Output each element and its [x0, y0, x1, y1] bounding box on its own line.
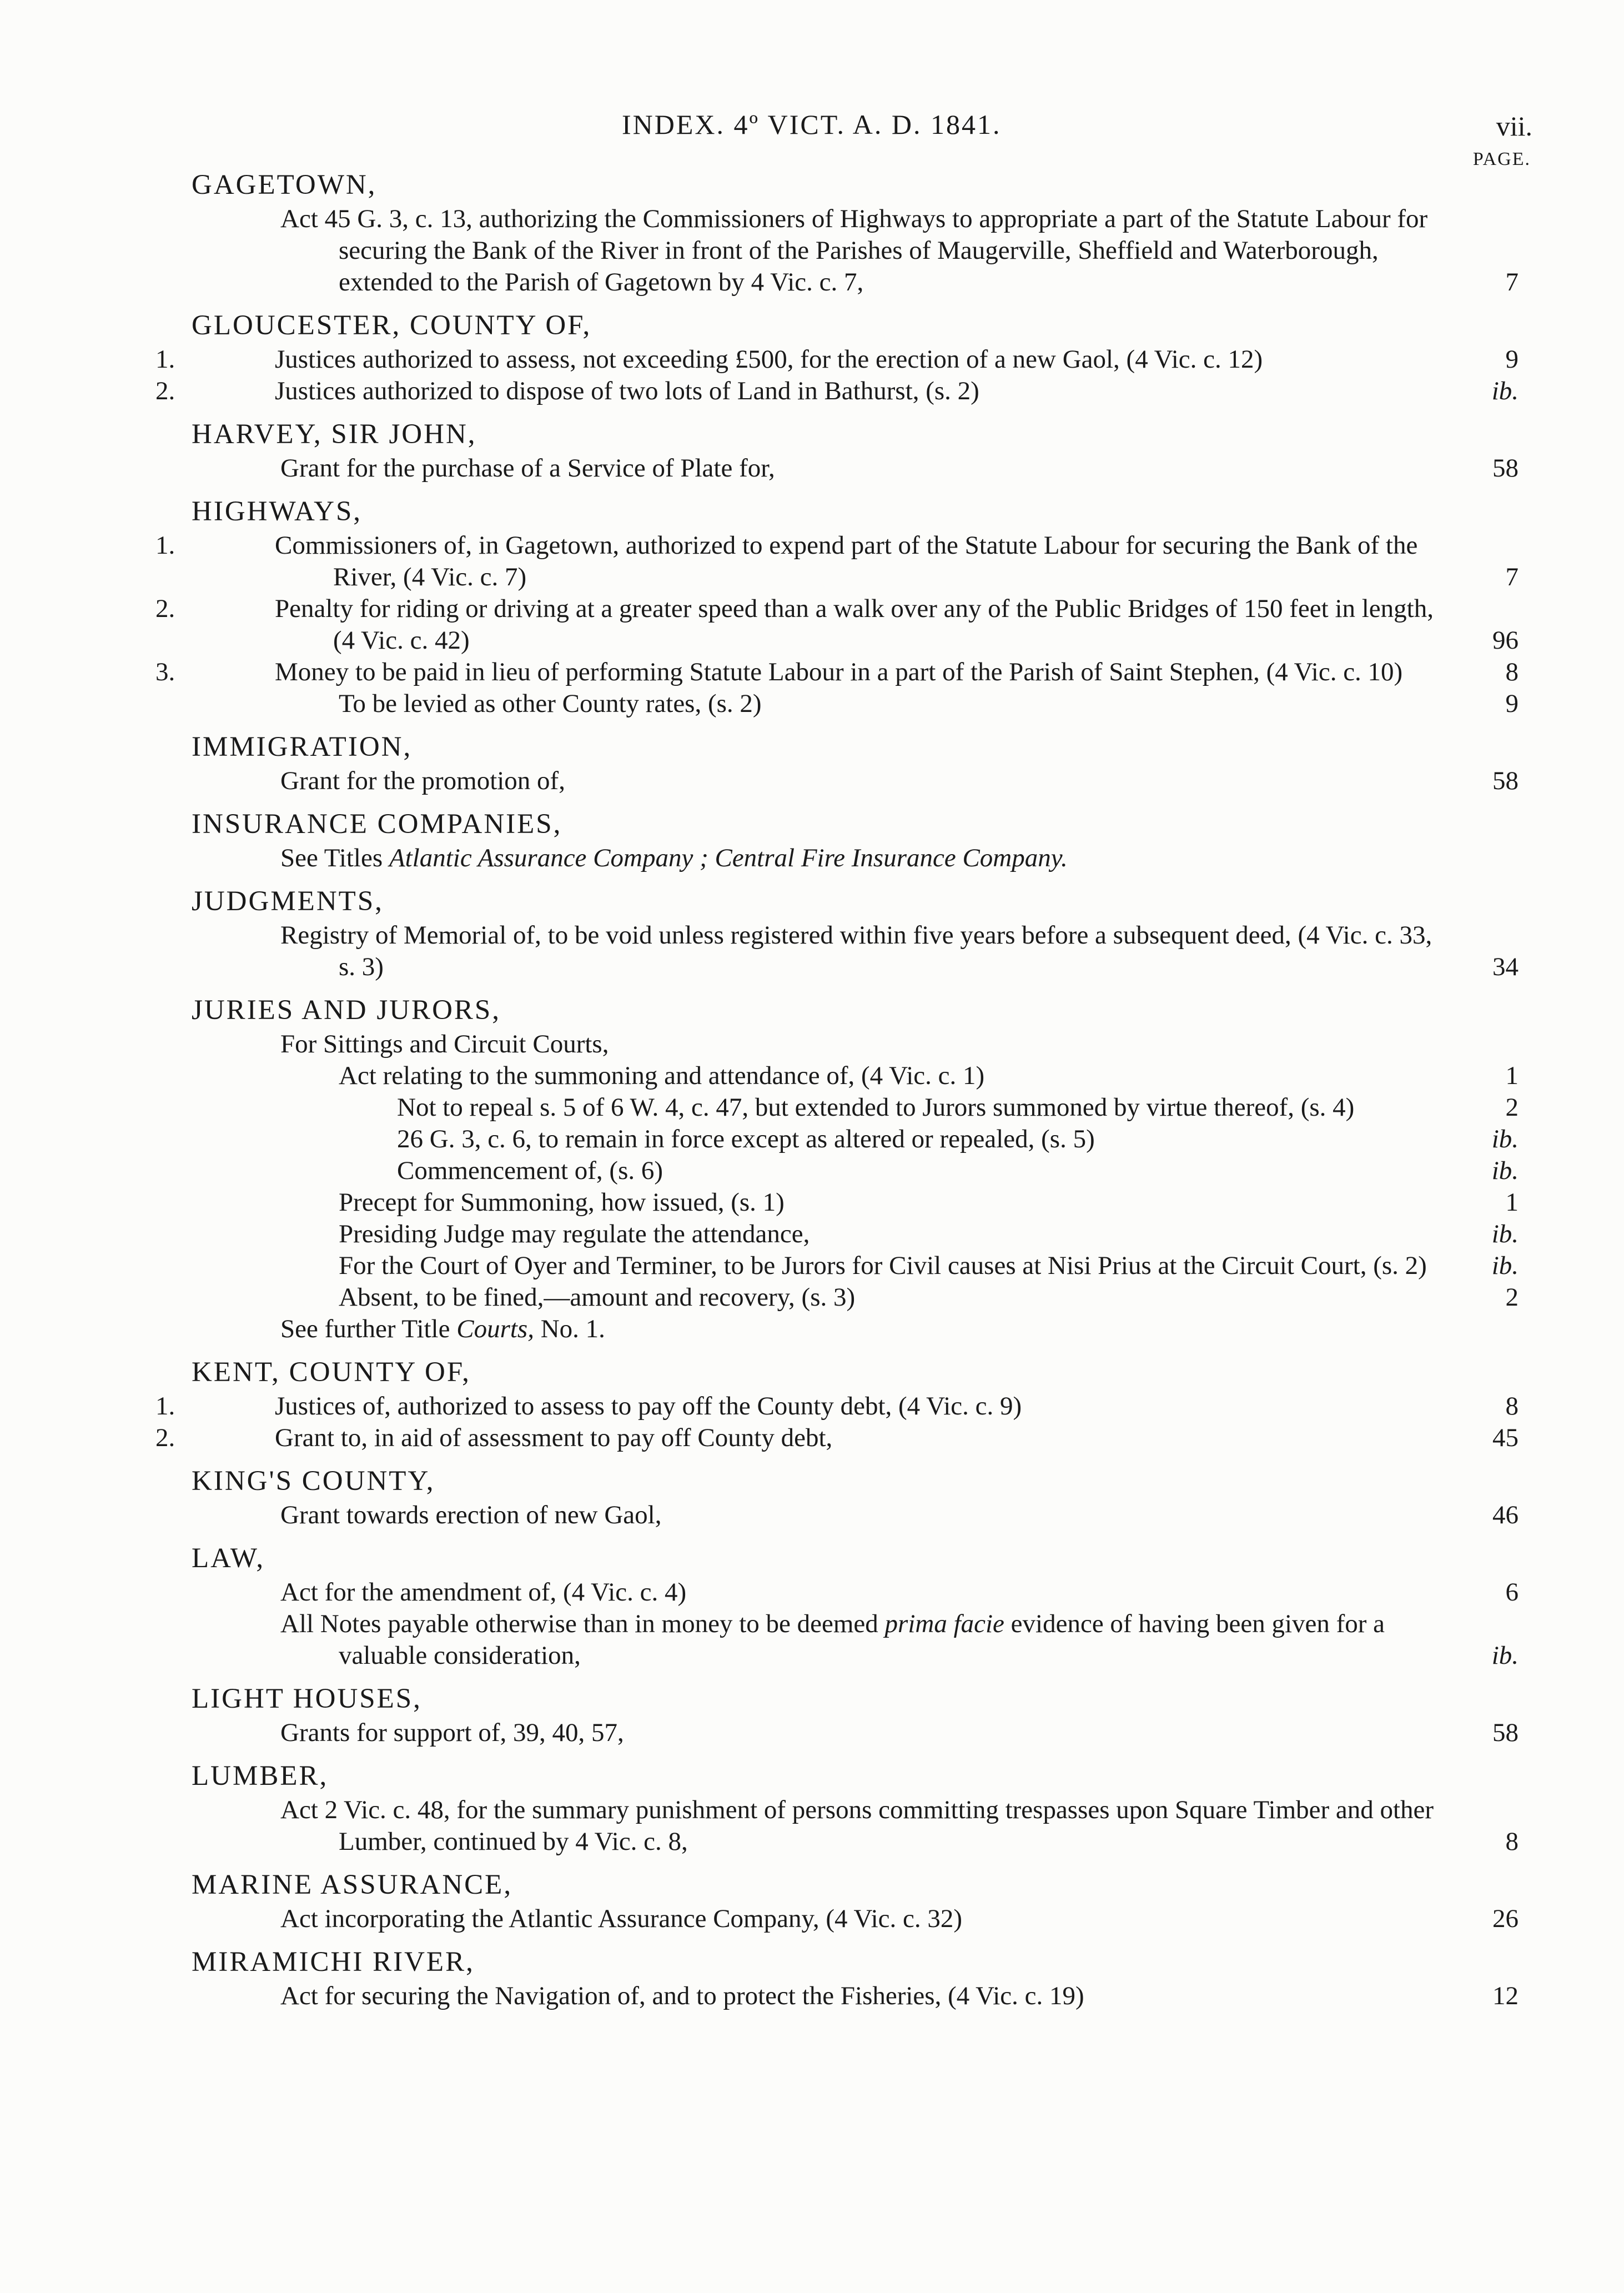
entry-line: Grants for support of, 39, 40, 57, 58: [192, 1717, 1519, 1749]
page-ref: 46: [1492, 1501, 1519, 1529]
entry-line: See Titles Atlantic Assurance Company ; Central Fire Insurance Company.: [280, 844, 1068, 872]
entry-heading: JURIES AND JURORS,: [192, 995, 501, 1026]
entry-line: For Sittings and Circuit Courts,: [280, 1030, 609, 1058]
entry-heading: HARVEY, SIR JOHN,: [192, 419, 477, 450]
entry-heading: KENT, COUNTY OF,: [192, 1357, 471, 1388]
entry-line: Commencement of, (s. 6) ib.: [192, 1155, 1519, 1187]
index-entry-light-houses: [192, 1680, 1519, 1749]
index-body: [155, 167, 1519, 2012]
entry-line: 26 G. 3, c. 6, to remain in force except as altered or repealed, (s. 5) ib.: [192, 1123, 1519, 1155]
entry-line: 2. Justices authorized to dispose of two lots of Land in Bathurst, (s. 2) ib.: [192, 375, 1519, 407]
page-ref: 7: [1505, 268, 1519, 297]
index-entry-highways: [155, 493, 1519, 720]
page-number: vii.: [1496, 111, 1532, 142]
entry-line: Act incorporating the Atlantic Assurance Company, (4 Vic. c. 32) 26: [192, 1903, 1519, 1935]
entry-line: To be levied as other County rates, (s. 2) 9: [192, 688, 1519, 720]
page-ref: 2: [1505, 1283, 1519, 1312]
entry-line: 3. Money to be paid in lieu of performing Statute Labour in a part of the Parish of Saint Stephen, (4 Vic. c. 10) 8: [192, 656, 1519, 688]
entry-line: Grant for the promotion of, 58: [192, 765, 1519, 797]
entry-line: Act 45 G. 3, c. 13, authorizing the Commissioners of Highways to appropriate a part of the Statute Labour for securing the Bank of the River in front of the Parishes of Maugerville, Sheffield and Waterborough, extended to the Parish of Gagetown by 4 Vic. c. 7, 7: [192, 203, 1519, 298]
index-entry-kent: [155, 1354, 1519, 1454]
index-entry-insurance: [192, 806, 1519, 874]
page-ref: 9: [1505, 345, 1519, 374]
entry-heading: LUMBER,: [192, 1760, 329, 1792]
entry-line: Precept for Summoning, how issued, (s. 1) 1: [192, 1187, 1519, 1218]
entry-line: 1. Justices authorized to assess, not exceeding £500, for the erection of a new Gaol, (4 Vic. c. 12) 9: [192, 344, 1519, 375]
page-ref: ib.: [1491, 1251, 1519, 1280]
page-ref: 8: [1505, 1827, 1519, 1856]
entry-line: Grant for the purchase of a Service of Plate for, 58: [192, 453, 1519, 484]
entry-line: See further Title Courts, No. 1.: [280, 1314, 605, 1343]
page-ref: 58: [1492, 766, 1519, 795]
entry-heading: HIGHWAYS,: [192, 496, 363, 527]
entry-heading: KING'S COUNTY,: [192, 1466, 435, 1497]
entry-heading: MIRAMICHI RIVER,: [192, 1946, 475, 1978]
running-header: INDEX. 4º VICT. A. D. 1841.: [622, 109, 1002, 140]
entry-line: Act relating to the summoning and attendance of, (4 Vic. c. 1) 1: [192, 1060, 1519, 1092]
entry-line: Act for securing the Navigation of, and to protect the Fisheries, (4 Vic. c. 19) 12: [192, 1980, 1519, 2012]
entry-line: 1. Justices of, authorized to assess to pay off the County debt, (4 Vic. c. 9) 8: [192, 1391, 1519, 1422]
entry-line: Absent, to be fined,—amount and recovery, (s. 3) 2: [192, 1282, 1519, 1313]
page-ref: 1: [1505, 1188, 1519, 1217]
index-entry-marine-assurance: [192, 1866, 1519, 1935]
entry-heading: LAW,: [192, 1543, 265, 1574]
entry-line: Presiding Judge may regulate the attendance, ib.: [192, 1218, 1519, 1250]
index-entry-gagetown: [192, 167, 1519, 298]
page-ref: 58: [1492, 454, 1519, 483]
page-ref: ib.: [1491, 1641, 1519, 1670]
page-ref: 96: [1492, 626, 1519, 655]
entry-line: 2. Penalty for riding or driving at a greater speed than a walk over any of the Public Bridges of 150 feet in length, (4 Vic. c. 42) 96: [192, 593, 1519, 656]
page-ref: 9: [1505, 689, 1519, 718]
page-ref: 45: [1492, 1423, 1519, 1452]
entry-heading: JUDGMENTS,: [192, 886, 384, 917]
page-ref: 26: [1492, 1904, 1519, 1933]
entry-heading: IMMIGRATION,: [192, 731, 413, 762]
page-ref: 8: [1505, 658, 1519, 686]
page-column-label: PAGE.: [1472, 149, 1531, 169]
entry-heading: INSURANCE COMPANIES,: [192, 809, 562, 840]
entry-line: Not to repeal s. 5 of 6 W. 4, c. 47, but extended to Jurors summoned by virtue thereof, (s. 4) 2: [192, 1092, 1519, 1123]
entry-line: For the Court of Oyer and Terminer, to be Jurors for Civil causes at Nisi Prius at the Circuit Court, (s. 2) ib.: [192, 1250, 1519, 1282]
entry-heading: MARINE ASSURANCE,: [192, 1869, 513, 1900]
index-entry-judgments: [192, 883, 1519, 983]
entry-line: Act for the amendment of, (4 Vic. c. 4) 6: [192, 1577, 1519, 1608]
page-ref: 8: [1505, 1392, 1519, 1421]
entry-line: 2. Grant to, in aid of assessment to pay off County debt, 45: [192, 1422, 1519, 1454]
entry-line: Grant towards erection of new Gaol, 46: [192, 1499, 1519, 1531]
index-entry-harvey: [192, 416, 1519, 484]
page-ref: 1: [1505, 1061, 1519, 1090]
index-entry-miramichi-river: [192, 1944, 1519, 2012]
page-ref: 58: [1492, 1718, 1519, 1747]
page-ref: ib.: [1491, 1156, 1519, 1185]
page-ref: ib.: [1491, 377, 1519, 405]
page-ref: ib.: [1491, 1125, 1519, 1153]
entry-line: Registry of Memorial of, to be void unless registered within five years before a subsequent deed, (4 Vic. c. 33, s. 3) 34: [192, 920, 1519, 983]
index-entry-law: [192, 1540, 1519, 1672]
entry-line: 1. Commissioners of, in Gagetown, authorized to expend part of the Statute Labour for securing the Bank of the River, (4 Vic. c. 7) 7: [192, 530, 1519, 593]
entry-line: Act 2 Vic. c. 48, for the summary punishment of persons committing trespasses upon Square Timber and other Lumber, continued by 4 Vic. c. 8, 8: [192, 1794, 1519, 1858]
page-ref: 7: [1505, 563, 1519, 591]
page-ref: ib.: [1491, 1220, 1519, 1248]
page-ref: 2: [1505, 1093, 1519, 1122]
entry-line: All Notes payable otherwise than in money to be deemed prima facie evidence of having been given for a valuable consideration, ib.: [192, 1608, 1519, 1672]
index-entry-lumber: [192, 1758, 1519, 1858]
index-entry-kings-county: [192, 1463, 1519, 1531]
entry-heading: LIGHT HOUSES,: [192, 1683, 422, 1714]
page-ref: 12: [1492, 1981, 1519, 2010]
index-entry-juries: [192, 992, 1519, 1345]
entry-heading: GAGETOWN,: [192, 169, 377, 200]
entry-heading: GLOUCESTER, COUNTY OF,: [192, 310, 592, 341]
index-entry-immigration: [192, 729, 1519, 797]
page-ref: 34: [1492, 952, 1519, 981]
page-ref: 6: [1505, 1578, 1519, 1607]
index-entry-gloucester: [155, 307, 1519, 407]
